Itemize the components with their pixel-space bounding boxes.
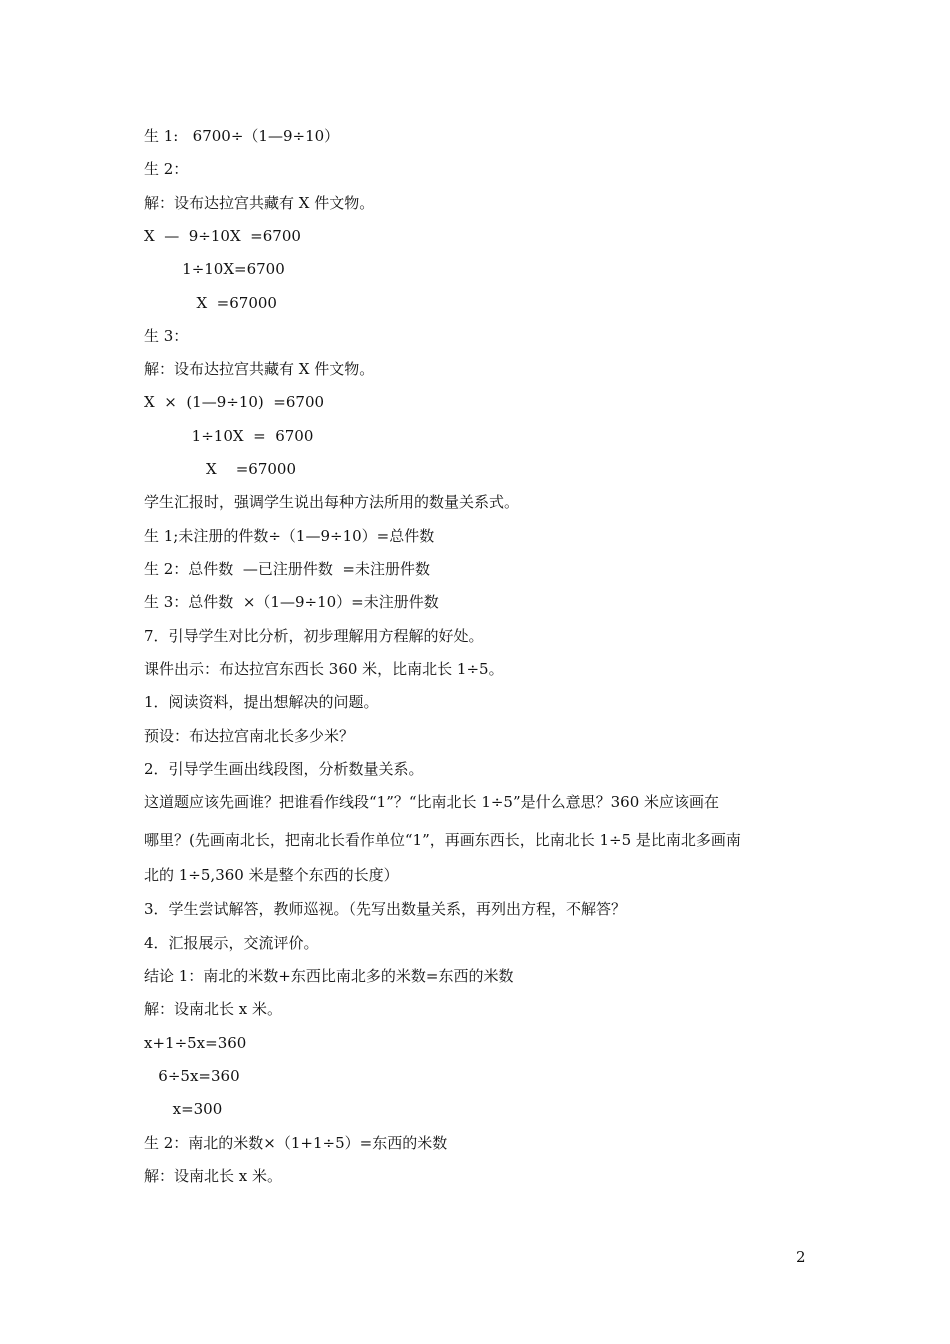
text-line: 解：设布达拉宫共藏有 X 件文物。: [144, 360, 375, 378]
text-line: 3．学生尝试解答，教师巡视。（先写出数量关系，再列出方程，不解答？: [144, 900, 627, 918]
text-line: 哪里？(先画南北长，把南北长看作单位“1”，再画东西长，比南北长 1÷5 是比南北多画南: [144, 831, 741, 849]
text-line: 1÷10X = 6700: [144, 427, 314, 445]
text-line: 2．引导学生画出线段图，分析数量关系。: [144, 760, 424, 778]
text-line: 生 2：总件数 —已注册件数 =未注册件数: [144, 560, 430, 578]
text-line: 解：设布达拉宫共藏有 X 件文物。: [144, 194, 375, 212]
text-line: 7．引导学生对比分析，初步理解用方程解的好处。: [144, 627, 484, 645]
text-line: X =67000: [144, 460, 297, 478]
text-line: 北的 1÷5,360 米是整个东西的长度）: [144, 866, 399, 884]
text-line: 6÷5x=360: [144, 1067, 240, 1085]
text-line: 生 2：南北的米数×（1+1÷5）=东西的米数: [144, 1134, 448, 1152]
text-line: 预设：布达拉宫南北长多少米？: [144, 727, 355, 745]
text-line: 生 3：: [144, 327, 189, 345]
text-line: 生 1;未注册的件数÷（1—9÷10）=总件数: [144, 527, 435, 545]
text-line: x=300: [144, 1100, 223, 1118]
text-line: 生 1: 6700÷（1—9÷10）: [144, 127, 340, 145]
text-line: 课件出示：布达拉宫东西长 360 米，比南北长 1÷5。: [144, 660, 504, 678]
text-line: 1．阅读资料，提出想解决的问题。: [144, 693, 379, 711]
text-line: x+1÷5x=360: [144, 1034, 247, 1052]
text-line: 学生汇报时，强调学生说出每种方法所用的数量关系式。: [144, 493, 520, 511]
text-line: 4．汇报展示，交流评价。: [144, 934, 319, 952]
text-line: 这道题应该先画谁？把谁看作线段“1”？“比南北长 1÷5”是什么意思？360 米应该画在: [144, 793, 720, 811]
text-line: 结论 1：南北的米数+东西比南北多的米数=东西的米数: [144, 967, 514, 985]
text-line: X × (1—9÷10) =6700: [144, 393, 325, 411]
text-line: 解：设南北长 x 米。: [144, 1000, 282, 1018]
text-line: 解：设南北长 x 米。: [144, 1167, 282, 1185]
text-line: X — 9÷10X =6700: [144, 227, 301, 245]
page-number: 2: [796, 1248, 806, 1266]
text-line: 生 2：: [144, 160, 189, 178]
text-line: 生 3：总件数 ×（1—9÷10）=未注册件数: [144, 593, 439, 611]
text-line: X =67000: [144, 294, 277, 312]
text-line: 1÷10X=6700: [144, 260, 285, 278]
